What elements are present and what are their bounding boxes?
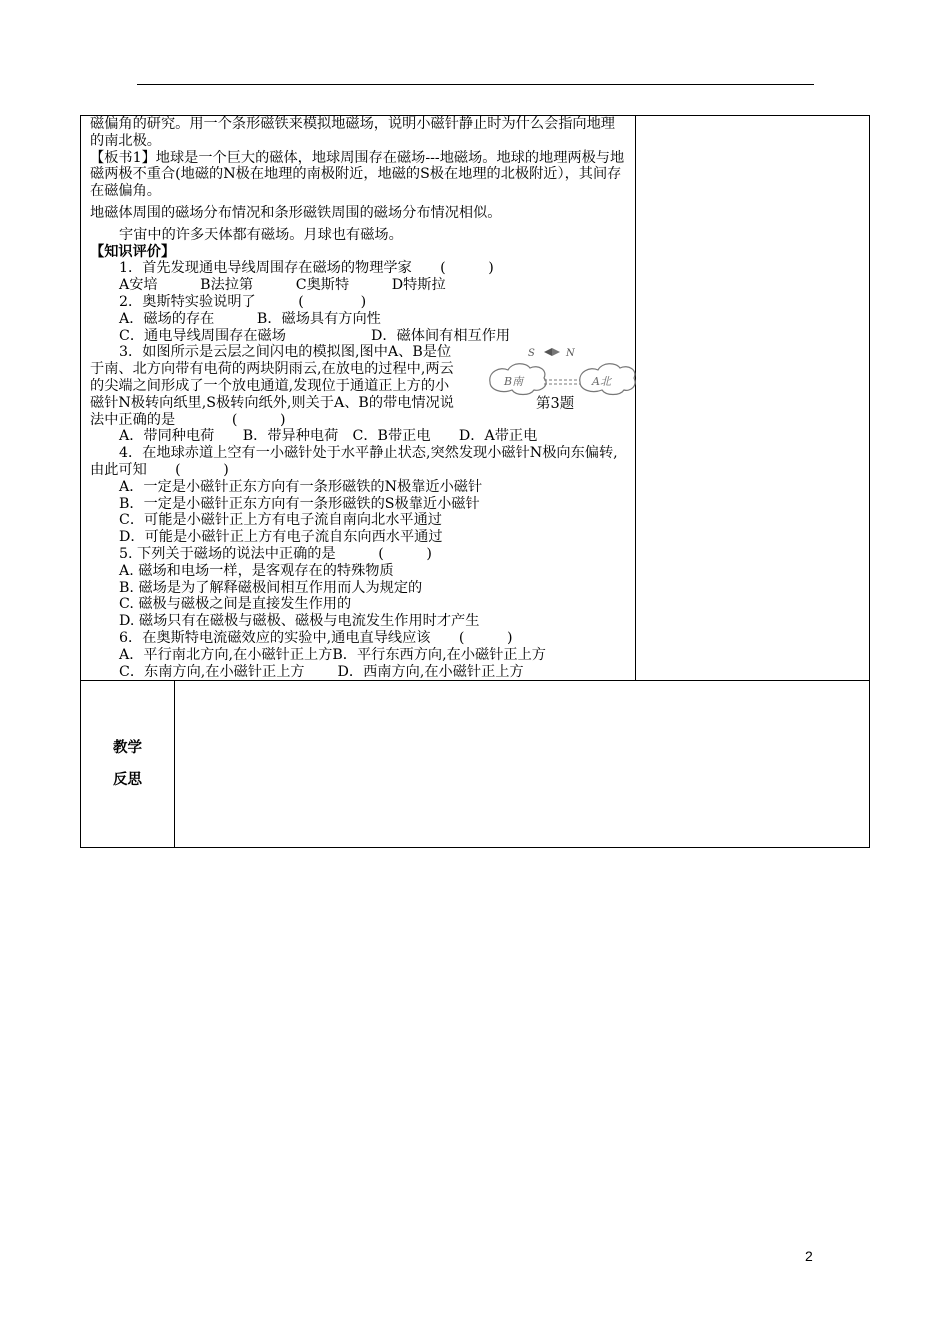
paragraph-earth-field: 地磁体周围的磁场分布情况和条形磁铁周围的磁场分布情况相似。 [90,204,502,221]
content-text [81,116,635,680]
paragraph-magnetic-declination: 磁偏角的研究。用一个条形磁铁来模拟地磁场，说明小磁针静止时为什么会指向地理的南北极。 [90,116,615,149]
question-4-option-a: A．一定是小磁针正东方向有一条形磁铁的N极靠近小磁针 [119,478,483,495]
question-4-option-d: D．可能是小磁针正上方有电子流自东向西水平通过 [119,529,443,546]
question-6-options-cd: C．东南方向,在小磁针正上方 D．西南方向,在小磁针正上方 [119,663,524,680]
reflection-label: 教学 反思 [113,740,142,789]
question-3-block [90,344,629,428]
svg-text:B南: B南 [504,375,524,389]
question-1-options: A安培 B法拉第 C奥斯特 D特斯拉 [119,277,446,294]
content-cell [81,116,636,681]
section-title: 【知识评价】 [90,243,176,260]
paragraph-celestial: 宇宙中的许多天体都有磁场。月球也有磁场。 [119,226,403,243]
notes-cell [636,116,870,681]
question-4-option-b: B．一定是小磁针正东方向有一条形磁铁的S极靠近小磁针 [119,495,480,512]
question-3: 3．如图所示是云层之间闪电的模拟图,图中A、B是位于南、北方向带有电荷的两块阴雨云,在放电的过程中,两云的尖端之间形成了一个放电通道,发现位于通道正上方的小磁针N极转向纸里,S极转向纸外,则关于A、B的带电情况说法中正确的是 ( ) [90,344,454,428]
question-1: 1．首先发现通电导线周围存在磁场的物理学家 ( ) [119,260,494,277]
svg-text:S: S [528,348,535,360]
question-6-options-ab: A．平行南北方向,在小磁针正上方B．平行东西方向,在小磁针正上方 [119,646,546,663]
reflection-row [81,681,870,848]
svg-text:A北: A北 [592,375,611,389]
question-4-option-c: C．可能是小磁针正上方有电子流自南向北水平通过 [119,512,442,529]
lesson-table [80,115,870,848]
question-5-option-d: D. 磁场只有在磁极与磁极、磁极与电流发生作用时才产生 [119,613,480,630]
question-4: 4．在地球赤道上空有一小磁针处于水平静止状态,突然发现小磁针N极向东偏转,由此可知 ( ) [90,445,618,478]
board-note-1: 【板书1】地球是一个巨大的磁体，地球周围存在磁场---地磁场。地球的地理两极与地磁两极不重合(地磁的N极在地理的南极附近，地磁的S极在地理的北极附近），其间存在磁偏角。 [90,149,625,200]
content-row [81,116,870,681]
page-number: 2 [805,1248,813,1264]
svg-text:N: N [566,348,575,360]
question-5-option-a: A. 磁场和电场一样，是客观存在的特殊物质 [119,562,394,579]
header-rule [137,84,814,85]
question-6: 6．在奥斯特电流磁效应的实验中,通电直导线应该 ( ) [119,629,513,646]
question-2: 2．奥斯特实验说明了 ( ) [119,293,367,310]
reflection-content-cell[interactable] [175,681,870,848]
reflection-label-cell [81,681,175,848]
figure-caption: 第3题 [536,396,575,413]
question-2-options-cd: C．通电导线周围存在磁场 D．磁体间有相互作用 [119,327,511,344]
question-3-options: A．带同种电荷 B．带异种电荷 C．B带正电 D．A带正电 [119,428,538,445]
question-5-option-b: B. 磁场是为了解释磁极间相互作用而人为规定的 [119,579,423,596]
question-5: 5. 下列关于磁场的说法中正确的是 ( ) [119,545,432,562]
question-2-options-ab: A．磁场的存在 B．磁场具有方向性 [119,310,381,327]
question-5-option-c: C. 磁极与磁极之间是直接发生作用的 [119,596,352,613]
